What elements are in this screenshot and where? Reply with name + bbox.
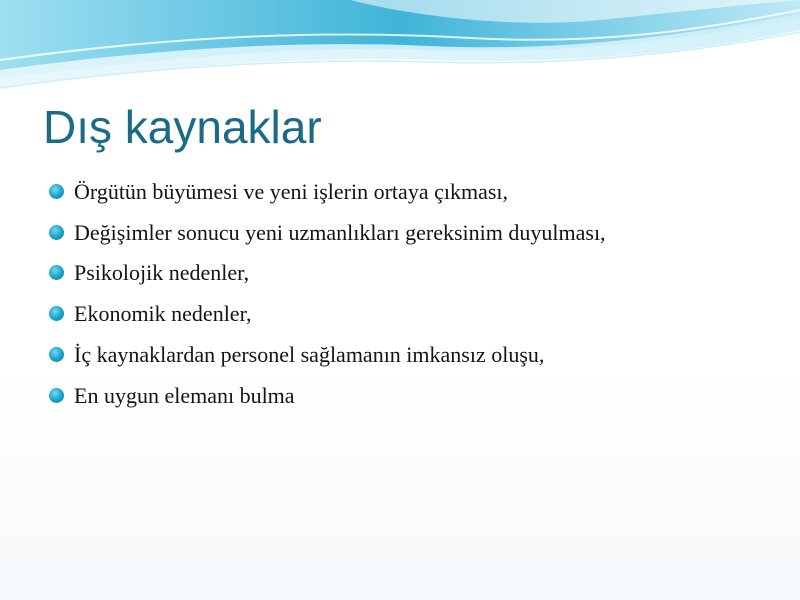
bullet-item — [49, 176, 769, 207]
bullet-text: Psikolojik nedenler, — [74, 260, 250, 285]
bullet-dot-icon — [49, 225, 64, 240]
bullet-dot-icon — [49, 388, 64, 403]
bullet-text: Ekonomik nedenler, — [74, 301, 252, 326]
bullet-text: Örgütün büyümesi ve yeni işlerin ortaya çıkması, — [74, 179, 509, 204]
bullet-dot-icon — [49, 265, 64, 280]
bullet-dot-icon — [49, 184, 64, 199]
bullet-text: İç kaynaklardan personel sağlamanın imkansız oluşu, — [74, 342, 545, 367]
bullet-item — [49, 257, 769, 288]
bullet-item — [49, 339, 769, 370]
bullet-text: Değişimler sonucu yeni uzmanlıkları gereksinim duyulması, — [74, 220, 606, 245]
slide-title: Dış kaynaklar — [43, 101, 322, 153]
bullet-item — [49, 380, 769, 411]
bullet-item — [49, 217, 769, 248]
bullet-item — [49, 298, 769, 329]
wave-header-decoration — [0, 0, 800, 95]
bullet-text: En uygun elemanı bulma — [74, 383, 295, 408]
bullet-dot-icon — [49, 347, 64, 362]
bullet-list — [49, 176, 769, 421]
bullet-dot-icon — [49, 306, 64, 321]
